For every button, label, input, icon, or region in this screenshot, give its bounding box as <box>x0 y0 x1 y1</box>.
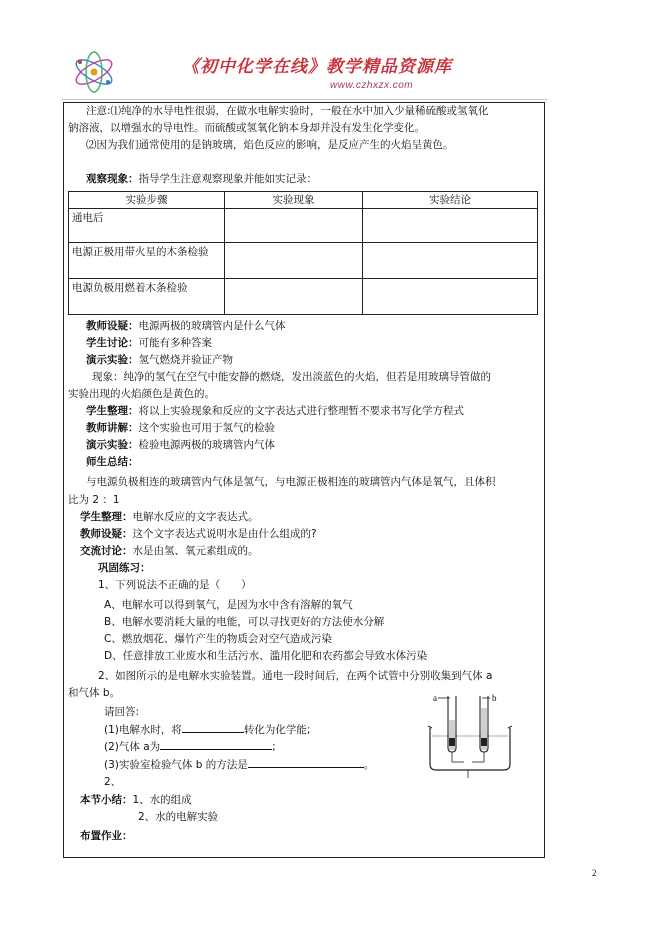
blank-suffix: ; <box>272 741 276 753</box>
body-line: 比为 2 ：1 <box>68 494 120 506</box>
blank-line <box>104 739 276 754</box>
note-line: 注意:⑴纯净的水导电性很弱，在做水电解实验时，一般在水中加入少量稀硫酸或氢氧化 <box>86 105 489 117</box>
question-option: A、电解水可以得到氧气，是因为水中含有溶解的氧气 <box>104 599 353 611</box>
exchange-label: 交流讨论： <box>80 545 133 557</box>
body-line: 与电源负极相连的玻璃管内气体是氢气，与电源正极相连的玻璃管内气体是氧气，且体积 <box>86 476 496 488</box>
figure-label-b: b <box>492 693 497 703</box>
body-line <box>86 319 286 333</box>
student-discussion-label: 学生讨论： <box>86 337 139 349</box>
question-option: C、燃放烟花、爆竹产生的物质会对空气造成污染 <box>104 633 332 645</box>
body-line <box>86 336 212 350</box>
summary-item: 1、水的组成 <box>132 794 192 806</box>
body-line <box>86 404 464 418</box>
blank-line <box>104 722 310 737</box>
table-row <box>69 209 538 243</box>
page-number: 2 <box>592 868 597 878</box>
table-header: 实验现象 <box>225 192 363 209</box>
question-option: B、电解水要消耗大量的电能，可以寻找更好的方法使水分解 <box>104 616 385 628</box>
observe-text: 指导学生注意观察现象并能如实记录： <box>138 173 317 185</box>
table-cell <box>363 243 538 279</box>
electrolysis-apparatus-figure <box>424 690 516 778</box>
body-text: 氢气燃烧并验证产物 <box>138 354 233 366</box>
table-cell <box>363 279 538 315</box>
student-organize-label: 学生整理： <box>80 511 133 523</box>
table-header: 实验结论 <box>363 192 538 209</box>
table-cell: 电源正极用带火星的木条检验 <box>69 243 225 279</box>
table-cell <box>225 279 363 315</box>
table-header: 实验步骤 <box>69 192 225 209</box>
student-organize-label: 学生整理： <box>86 405 139 417</box>
blank-prefix: (1)电解水时，将 <box>104 724 182 736</box>
body-text: 检验电源两极的玻璃管内气体 <box>138 439 275 451</box>
blank-suffix: 。 <box>363 759 375 771</box>
blank-line <box>104 757 374 772</box>
body-text: 这个文字表达式说明水是由什么组成的? <box>132 528 317 540</box>
body-line: 2、 <box>104 776 122 788</box>
body-line <box>86 353 233 367</box>
summary-item: 2、水的电解实验 <box>138 811 219 823</box>
blank-suffix: 转化为化学能; <box>243 724 311 736</box>
question-stem: 和气体 b。 <box>68 687 121 699</box>
molecule-logo-icon <box>70 48 118 96</box>
table-cell <box>225 243 363 279</box>
answer-blank[interactable] <box>160 739 272 750</box>
practice-heading: 巩固练习： <box>98 562 151 574</box>
body-line: 现象：纯净的氢气在空气中能安静的燃烧，发出淡蓝色的火焰，但若是用玻璃导管做的 <box>92 371 491 383</box>
body-text: 电源两极的玻璃管内是什么气体 <box>138 320 286 332</box>
demo-label: 演示实验： <box>86 439 139 451</box>
figure-label-a: a <box>433 693 437 703</box>
table-cell: 通电后 <box>69 209 225 243</box>
summary-line <box>80 793 192 807</box>
table-row <box>69 279 538 315</box>
demo-label: 演示实验： <box>86 354 139 366</box>
body-line <box>86 421 275 435</box>
header-divider <box>62 99 548 100</box>
summary-heading: 师生总结： <box>86 456 139 468</box>
answer-blank[interactable] <box>248 757 364 768</box>
table-cell <box>225 209 363 243</box>
answer-blank[interactable] <box>182 722 244 733</box>
body-text: 这个实验也可用于氢气的检验 <box>138 422 275 434</box>
observation-table <box>68 191 538 315</box>
question-prompt: 请回答: <box>104 706 140 718</box>
teacher-explain-label: 教师讲解： <box>86 422 139 434</box>
question-stem: 1、下列说法不正确的是（ ） <box>98 579 252 591</box>
homework-label: 布置作业： <box>80 830 133 842</box>
body-text: 将以上实验现象和反应的文字表达式进行整理暂不要求书写化学方程式 <box>138 405 464 417</box>
table-cell: 电源负极用燃着木条检验 <box>69 279 225 315</box>
body-line <box>80 510 259 524</box>
table-row <box>69 243 538 279</box>
teacher-question-label: 教师设疑： <box>80 528 133 540</box>
page-header <box>62 46 548 102</box>
table-cell <box>363 209 538 243</box>
body-text: 水是由氢、氧元素组成的。 <box>132 545 259 557</box>
summary-label: 本节小结： <box>80 794 133 806</box>
blank-prefix: (3)实验室检验气体 b 的方法是 <box>104 759 248 771</box>
body-line <box>86 438 275 452</box>
body-text: 可能有多种答案 <box>138 337 212 349</box>
body-line <box>80 527 317 541</box>
question-stem: 2、如图所示的是电解水实验装置。通电一段时间后，在两个试管中分别收集到气体 a <box>98 670 493 682</box>
teacher-question-label: 教师设疑： <box>86 320 139 332</box>
body-line: 实验出现的火焰颜色是黄色的。 <box>68 388 215 400</box>
note-line: ⑵因为我们通常使用的是钠玻璃，焰色反应的影响，是反应产生的火焰呈黄色。 <box>86 139 454 151</box>
question-option: D、任意排放工业废水和生活污水、滥用化肥和农药都会导致水体污染 <box>104 650 428 662</box>
table-header-row <box>69 192 538 209</box>
note-line: 钠溶液，以增强水的导电性。而硫酸或氢氧化钠本身却并没有发生化学变化。 <box>68 122 425 134</box>
header-title: 《初中化学在线》教学精品资源库 <box>182 57 452 77</box>
observe-label: 观察现象： <box>86 173 139 185</box>
blank-prefix: (2)气体 a为 <box>104 741 161 753</box>
observe-line <box>86 172 317 186</box>
header-url: www.czhxzx.com <box>330 80 414 91</box>
body-line <box>80 544 259 558</box>
body-text: 电解水反应的文字表达式。 <box>132 511 259 523</box>
